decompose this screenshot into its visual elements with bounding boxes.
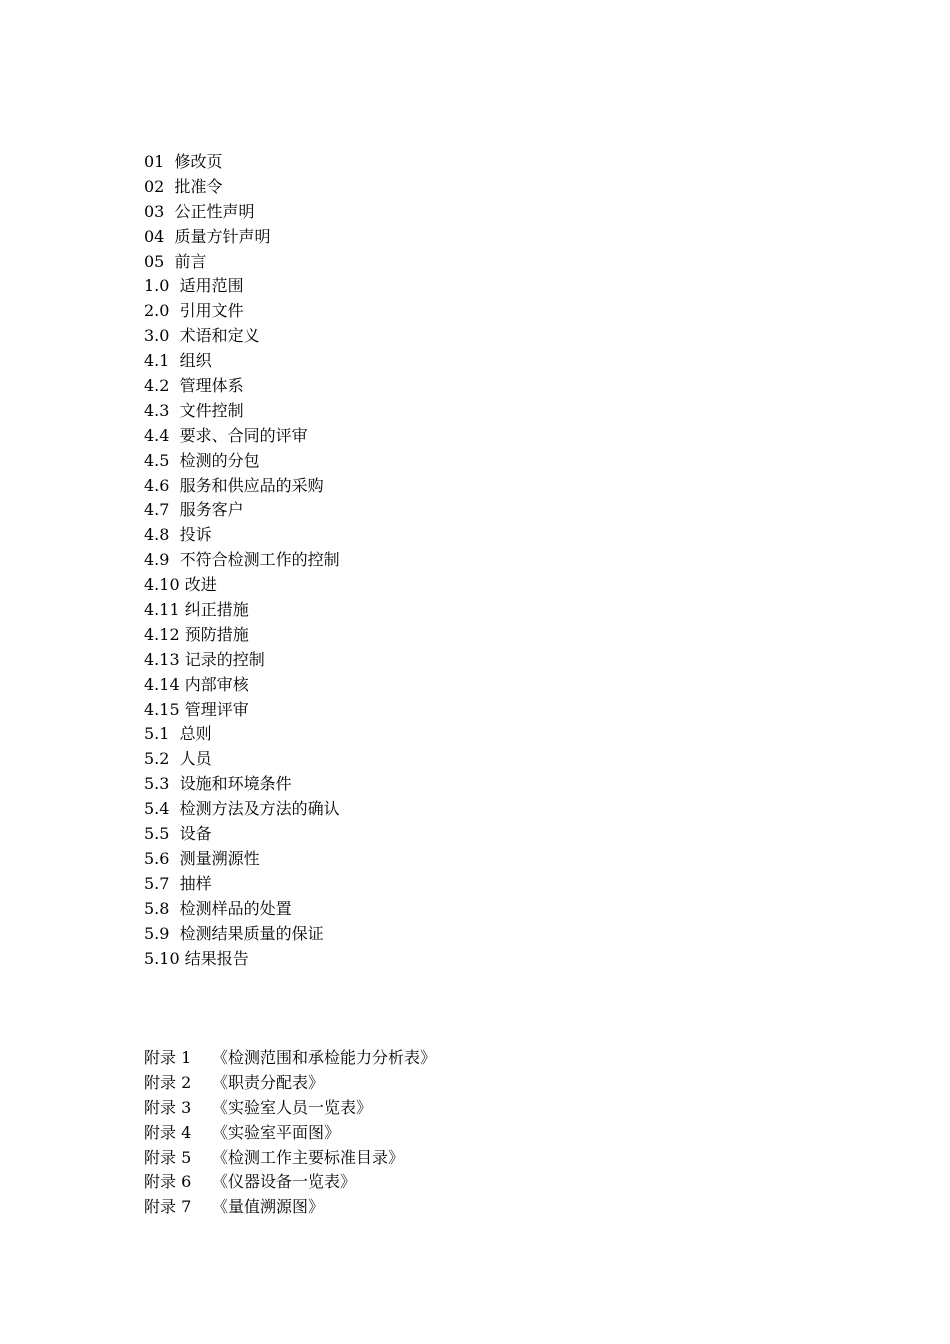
toc-entry-number: 5.7 [144, 873, 170, 893]
toc-entry-number: 4.11 [144, 600, 180, 620]
appendix-label: 附录 7 [144, 1197, 192, 1217]
appendix-label: 附录 2 [144, 1072, 192, 1092]
toc-entry [144, 897, 340, 922]
toc-entry-number: 4.8 [144, 525, 170, 545]
toc-entry-number: 4.4 [144, 425, 170, 445]
toc-entry [144, 947, 340, 972]
toc-entry-number: 4.14 [144, 674, 180, 694]
toc-entry [144, 274, 340, 299]
toc-entry [144, 349, 340, 374]
toc-entry-separator [169, 924, 179, 943]
toc-entry [144, 922, 340, 947]
toc-entry-separator [169, 276, 179, 295]
toc-entry-separator [164, 202, 174, 221]
toc-entry-title: 批准令 [174, 176, 223, 196]
toc-entry-number: 1.0 [144, 276, 170, 296]
toc-entry-separator [164, 152, 174, 171]
toc-entry [144, 225, 340, 250]
toc-entry [144, 498, 340, 523]
toc-entry-separator [169, 376, 179, 395]
appendix-list [144, 1046, 436, 1220]
toc-entry-number: 4.2 [144, 376, 170, 396]
toc-entry [144, 299, 340, 324]
toc-entry [144, 698, 340, 723]
toc-entry-separator [169, 849, 179, 868]
toc-entry-number: 3.0 [144, 326, 170, 346]
toc-entry [144, 324, 340, 349]
toc-entry-number: 05 [144, 251, 165, 271]
toc-entry-title: 公正性声明 [174, 201, 255, 221]
toc-entry-number: 02 [144, 176, 165, 196]
appendix-title: 《量值溯源图》 [212, 1197, 325, 1217]
appendix-title: 《职责分配表》 [212, 1072, 325, 1092]
toc-entry-title: 组织 [179, 351, 212, 371]
appendix-title: 《实验室平面图》 [212, 1122, 341, 1142]
toc-entry-title: 内部审核 [184, 674, 249, 694]
toc-entry [144, 872, 340, 897]
toc-entry-number: 03 [144, 201, 165, 221]
toc-entry [144, 374, 340, 399]
toc-entry [144, 200, 340, 225]
toc-entry-title: 总则 [179, 724, 212, 744]
toc-entry-number: 4.5 [144, 450, 170, 470]
toc-entry [144, 648, 340, 673]
toc-entry-separator [169, 301, 179, 320]
toc-entry-title: 前言 [174, 251, 207, 271]
toc-entry-title: 纠正措施 [184, 600, 249, 620]
toc-entry-separator [169, 774, 179, 793]
toc-entry-title: 抽样 [179, 873, 212, 893]
toc-entry-separator [169, 899, 179, 918]
appendix-entry [144, 1046, 436, 1071]
appendix-entry [144, 1195, 436, 1220]
toc-entry-number: 5.5 [144, 824, 170, 844]
toc-entry-title: 设备 [179, 824, 212, 844]
toc-entry-title: 改进 [184, 575, 217, 595]
toc-entry-title: 检测方法及方法的确认 [179, 799, 340, 819]
toc-entry-separator [169, 525, 179, 544]
toc-entry-title: 人员 [179, 749, 212, 769]
toc-entry-title: 术语和定义 [179, 326, 260, 346]
appendix-title: 《检测工作主要标准目录》 [212, 1147, 405, 1167]
toc-entry-title: 质量方针声明 [174, 226, 271, 246]
toc-entry-title: 不符合检测工作的控制 [179, 550, 340, 570]
toc-entry-number: 4.15 [144, 699, 180, 719]
toc-entry [144, 847, 340, 872]
toc-entry-title: 服务客户 [179, 500, 244, 520]
toc-entry-number: 4.6 [144, 475, 170, 495]
toc-entry [144, 474, 340, 499]
toc-entry [144, 673, 340, 698]
toc-entry-number: 5.8 [144, 898, 170, 918]
toc-entry [144, 623, 340, 648]
toc-entry-number: 5.10 [144, 948, 180, 968]
toc-entry [144, 449, 340, 474]
toc-entry-separator [169, 874, 179, 893]
toc-entry [144, 747, 340, 772]
toc-entry-separator [169, 351, 179, 370]
appendix-label: 附录 1 [144, 1048, 192, 1067]
toc-entry-separator [169, 401, 179, 420]
appendix-entry [144, 1096, 436, 1121]
toc-entry [144, 424, 340, 449]
toc-entry-separator [169, 451, 179, 470]
toc-entry-number: 4.1 [144, 351, 170, 371]
toc-entry [144, 399, 340, 424]
toc-entry-separator [164, 227, 174, 246]
toc-entry-title: 检测结果质量的保证 [179, 923, 324, 943]
toc-entry-title: 检测样品的处置 [179, 898, 292, 918]
toc-entry-number: 2.0 [144, 301, 170, 321]
toc-entry [144, 598, 340, 623]
appendix-title: 《实验室人员一览表》 [212, 1097, 373, 1117]
toc-entry-number: 01 [144, 152, 165, 171]
toc-entry-separator [164, 177, 174, 196]
toc-entry-title: 引用文件 [179, 301, 244, 321]
toc-entry-number: 4.13 [144, 649, 180, 669]
toc-entry-separator [164, 252, 174, 271]
toc-entry-number: 04 [144, 226, 165, 246]
appendix-title: 《检测范围和承检能力分析表》 [212, 1048, 437, 1067]
toc-entry-separator [169, 500, 179, 519]
toc-entry-separator [169, 326, 179, 345]
toc-entry-number: 4.7 [144, 500, 170, 520]
toc-entry-number: 5.3 [144, 774, 170, 794]
toc-entry-title: 记录的控制 [184, 649, 265, 669]
toc-entry-number: 4.3 [144, 400, 170, 420]
toc-entry-separator [169, 426, 179, 445]
toc-entry [144, 150, 340, 175]
appendix-entry [144, 1170, 436, 1195]
toc-entry [144, 772, 340, 797]
appendix-entry [144, 1146, 436, 1171]
appendix-entry [144, 1121, 436, 1146]
toc-entry-number: 5.4 [144, 799, 170, 819]
toc-entry-title: 管理评审 [184, 699, 249, 719]
toc-entry-title: 投诉 [179, 525, 212, 545]
toc-entry-title: 结果报告 [184, 948, 249, 968]
appendix-label: 附录 5 [144, 1147, 192, 1167]
appendix-label: 附录 3 [144, 1097, 192, 1117]
toc-entry [144, 175, 340, 200]
toc-entry-number: 4.9 [144, 550, 170, 570]
toc-entry-title: 适用范围 [179, 276, 244, 296]
toc-entry-title: 检测的分包 [179, 450, 260, 470]
appendix-label: 附录 4 [144, 1122, 192, 1142]
table-of-contents [144, 150, 340, 971]
toc-entry-separator [169, 550, 179, 569]
toc-entry-number: 5.1 [144, 724, 170, 744]
toc-entry [144, 523, 340, 548]
toc-entry [144, 822, 340, 847]
toc-entry-separator [169, 799, 179, 818]
toc-entry-separator [169, 749, 179, 768]
toc-entry-title: 文件控制 [179, 400, 244, 420]
toc-entry-number: 4.12 [144, 624, 180, 644]
toc-entry [144, 797, 340, 822]
toc-entry [144, 573, 340, 598]
toc-entry-separator [169, 824, 179, 843]
toc-entry [144, 250, 340, 275]
toc-entry-number: 5.9 [144, 923, 170, 943]
toc-entry-title: 预防措施 [184, 624, 249, 644]
toc-entry-separator [169, 476, 179, 495]
toc-entry [144, 722, 340, 747]
appendix-entry [144, 1071, 436, 1096]
toc-entry-title: 服务和供应品的采购 [179, 475, 324, 495]
appendix-label: 附录 6 [144, 1172, 192, 1192]
toc-entry-title: 修改页 [174, 152, 223, 171]
toc-entry-title: 要求、合同的评审 [179, 425, 308, 445]
toc-entry-title: 设施和环境条件 [179, 774, 292, 794]
appendix-title: 《仪器设备一览表》 [212, 1172, 357, 1192]
toc-entry [144, 548, 340, 573]
toc-entry-number: 5.6 [144, 848, 170, 868]
toc-entry-title: 测量溯源性 [179, 848, 260, 868]
toc-entry-number: 4.10 [144, 575, 180, 595]
toc-entry-separator [169, 724, 179, 743]
toc-entry-title: 管理体系 [179, 376, 244, 396]
toc-entry-number: 5.2 [144, 749, 170, 769]
